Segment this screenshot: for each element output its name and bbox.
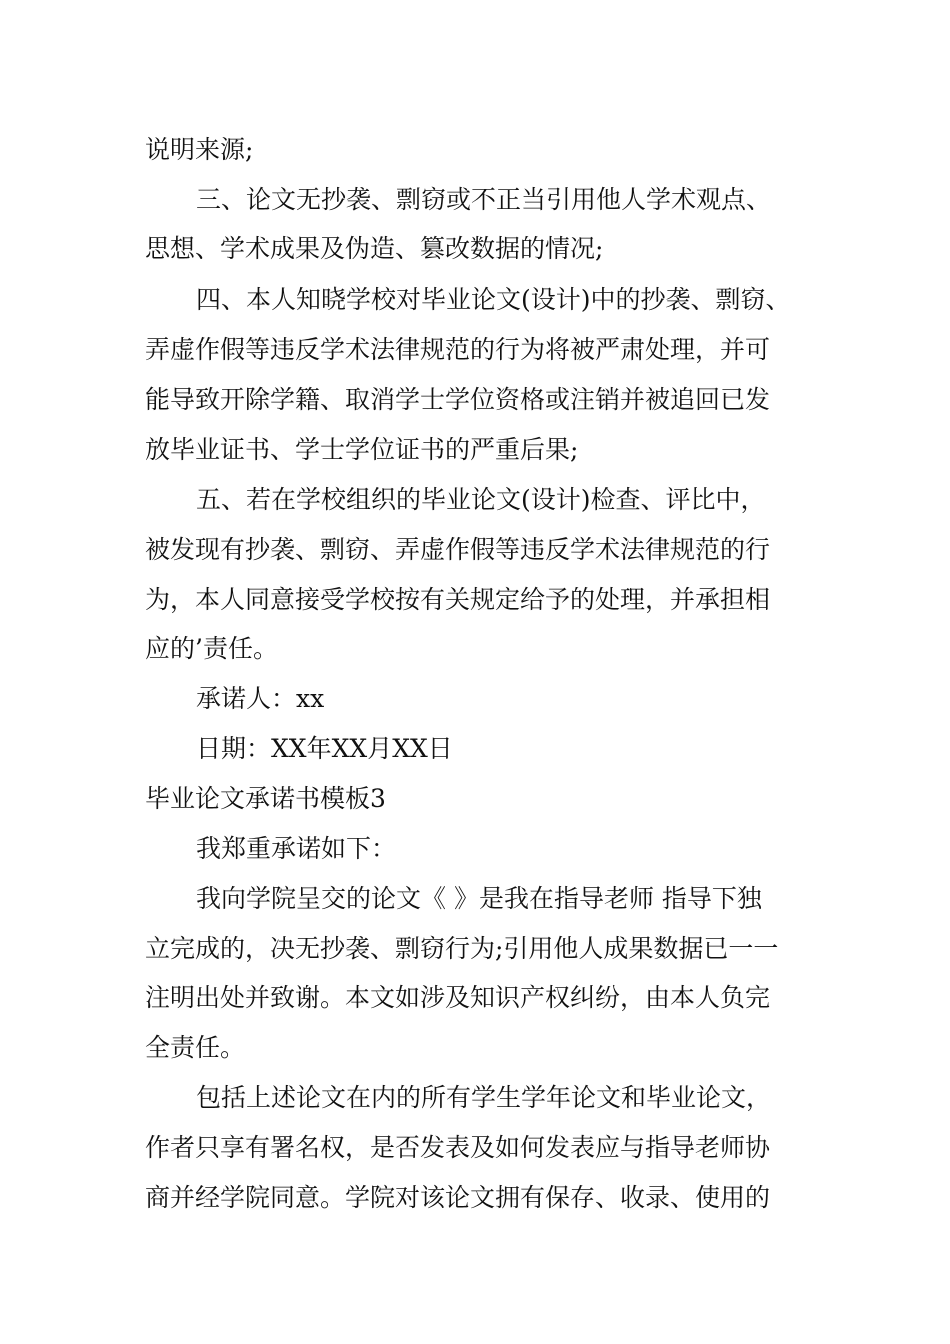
text-line: 注明出处并致谢。本文如涉及知识产权纠纷，由本人负完 [145,983,771,1012]
text-line: 三、论文无抄袭、剽窃或不正当引用他人学术观点、 [196,185,772,214]
signer-line: 承诺人：xx [196,684,325,713]
text-line: 放毕业证书、学士学位证书的严重后果; [145,435,579,464]
text-line: 思想、学术成果及伪造、篡改数据的情况; [145,234,604,263]
text-line: 被发现有抄袭、剽窃、弄虚作假等违反学术法律规范的行 [145,535,771,564]
text-line: 我向学院呈交的论文《 》是我在指导老师 指导下独 [196,884,762,913]
text-line: 作者只享有署名权，是否发表及如何发表应与指导老师协 [145,1133,771,1162]
text-line: 商并经学院同意。学院对该论文拥有保存、收录、使用的 [145,1183,771,1212]
text-line: 为，本人同意接受学校按有关规定给予的处理，并承担相 [145,585,771,614]
text-line: 四、本人知晓学校对毕业论文(设计)中的抄袭、剽窃、 [196,285,791,314]
text-line: 我郑重承诺如下： [196,834,397,863]
date-line: 日期：XX年XX月XX日 [196,734,453,763]
text-line: 五、若在学校组织的毕业论文(设计)检查、评比中， [196,485,766,514]
text-line: 弄虚作假等违反学术法律规范的行为将被严肃处理，并可 [145,335,771,364]
text-line: 包括上述论文在内的所有学生学年论文和毕业论文， [196,1083,772,1112]
text-line: 能导致开除学籍、取消学士学位资格或注销并被追回已发 [145,385,771,414]
text-line: 应的’责任。 [145,634,278,663]
text-line: 全责任。 [145,1033,246,1062]
text-line: 立完成的，决无抄袭、剽窃行为;引用他人成果数据已一一 [145,934,779,963]
text-line: 说明来源; [145,135,254,164]
section-title: 毕业论文承诺书模板3 [145,784,386,813]
